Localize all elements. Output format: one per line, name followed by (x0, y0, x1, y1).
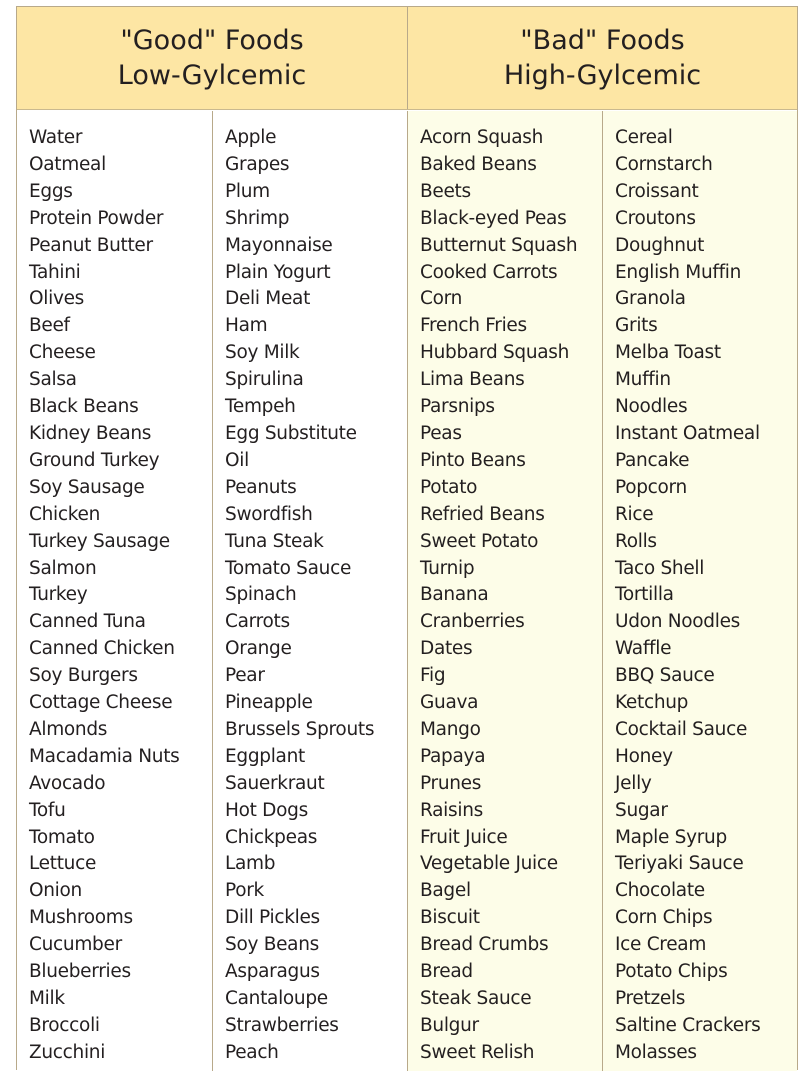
glycemic-food-table (16, 6, 798, 1070)
food-item: Instant Oatmeal (615, 422, 760, 444)
food-item: Udon Noodles (615, 611, 740, 633)
food-item: Turnip (420, 557, 475, 579)
food-item: Cantaloupe (225, 988, 328, 1009)
food-item: Dates (420, 638, 473, 660)
food-item: Peanut Butter (29, 234, 153, 256)
food-item: Black-eyed Peas (420, 207, 567, 229)
food-item: Hot Dogs (225, 799, 308, 821)
food-item: Ham (225, 315, 268, 337)
food-item: Maple Syrup (615, 826, 727, 848)
food-item: Brussels Sprouts (225, 718, 375, 740)
food-item: Apple (225, 127, 277, 148)
food-item: Ground Turkey (29, 449, 160, 471)
food-item: Almonds (29, 718, 108, 740)
food-item: Cranberries (420, 611, 525, 633)
food-item: Avocado (29, 772, 106, 794)
food-item: Tempeh (225, 396, 296, 418)
bad-foods-column-1 (407, 111, 602, 1071)
food-item: Pretzels (615, 988, 686, 1009)
food-item: Tahini (29, 261, 81, 283)
food-item: Mayonnaise (225, 234, 333, 256)
food-item: Pear (225, 665, 265, 687)
food-item: Molasses (615, 1041, 697, 1063)
food-item: Pinto Beans (420, 449, 526, 471)
food-item: Bulgur (420, 1014, 479, 1036)
food-item: Teriyaki Sauce (615, 853, 744, 875)
food-item: Parsnips (420, 396, 495, 418)
food-item: Sweet Potato (420, 530, 539, 552)
food-item: Tortilla (615, 584, 674, 606)
food-item: Lima Beans (420, 369, 525, 391)
food-item: Rolls (615, 530, 657, 552)
food-item: Carrots (225, 611, 290, 633)
food-item: Broccoli (29, 1014, 100, 1036)
food-item: Chocolate (615, 880, 705, 902)
food-item: Tuna Steak (225, 530, 324, 552)
food-item: Chicken (29, 503, 101, 525)
food-item: Egg Substitute (225, 422, 357, 444)
food-item: Black Beans (29, 396, 139, 418)
food-item: Strawberries (225, 1014, 339, 1036)
food-item: Oil (225, 449, 249, 471)
table-header-row (17, 7, 797, 110)
food-item: Cheese (29, 342, 96, 364)
food-item: Beef (29, 315, 70, 337)
food-item: Spinach (225, 584, 297, 606)
good-foods-title: "Good" Foods (120, 25, 304, 56)
food-item: Potato Chips (615, 961, 728, 983)
food-item: Raisins (420, 799, 483, 821)
food-item: Chickpeas (225, 826, 318, 848)
food-item: Tomato Sauce (225, 557, 352, 579)
food-item: Croutons (615, 207, 696, 229)
food-item: Protein Powder (29, 207, 164, 229)
food-item: Mango (420, 718, 481, 740)
food-item: Dill Pickles (225, 907, 320, 929)
food-item: Guava (420, 692, 479, 714)
food-item: Canned Chicken (29, 638, 175, 660)
food-item: Cereal (615, 127, 673, 148)
good-foods-header (17, 7, 407, 109)
food-item: Peach (225, 1041, 279, 1063)
food-item: Turkey (29, 584, 88, 606)
food-item: Eggs (29, 180, 73, 202)
food-item: Eggplant (225, 745, 305, 767)
food-item: Popcorn (615, 476, 687, 498)
food-item: Biscuit (420, 907, 480, 929)
food-item: Melba Toast (615, 342, 721, 364)
food-item: Asparagus (225, 961, 320, 983)
food-item: Turkey Sausage (29, 530, 170, 552)
food-item: Milk (29, 988, 65, 1009)
food-item: Macadamia Nuts (29, 745, 180, 767)
food-item: Mushrooms (29, 907, 133, 929)
food-item: Soy Milk (225, 342, 300, 364)
food-item: Doughnut (615, 234, 705, 256)
food-item: Peas (420, 422, 462, 444)
food-item: Corn Chips (615, 907, 713, 929)
food-item: Peanuts (225, 476, 297, 498)
food-item: Butternut Squash (420, 234, 578, 256)
food-item: Lettuce (29, 853, 97, 875)
food-item: Cottage Cheese (29, 692, 173, 714)
food-item: Soy Beans (225, 934, 319, 956)
food-item: Spirulina (225, 369, 304, 391)
food-item: Hubbard Squash (420, 342, 570, 364)
food-item: Granola (615, 288, 686, 310)
food-item: Plain Yogurt (225, 261, 331, 283)
food-item: Cucumber (29, 934, 122, 956)
food-item: Pork (225, 880, 264, 902)
food-item: Sweet Relish (420, 1041, 535, 1063)
bad-foods-column-2 (602, 111, 797, 1071)
food-item: Croissant (615, 180, 699, 202)
food-item: Pancake (615, 449, 690, 471)
food-item: Taco Shell (615, 557, 705, 579)
good-foods-column-2 (212, 111, 407, 1071)
food-item: Papaya (420, 745, 486, 767)
food-item: Acorn Squash (420, 127, 544, 148)
food-item: Beets (420, 180, 471, 202)
table-body-row (17, 111, 797, 1071)
food-item: Soy Sausage (29, 476, 145, 498)
food-item: Blueberries (29, 961, 131, 983)
food-item: Cornstarch (615, 153, 713, 175)
good-foods-subtitle: Low-Gylcemic (117, 60, 307, 91)
food-item: Jelly (615, 772, 652, 794)
food-item: Potato (420, 476, 478, 498)
food-item: Lamb (225, 853, 276, 875)
food-item: Refried Beans (420, 503, 545, 525)
food-item: Salmon (29, 557, 97, 579)
food-item: Noodles (615, 396, 688, 418)
food-item: Fig (420, 665, 446, 687)
food-item: Bread (420, 961, 473, 983)
food-item: Cocktail Sauce (615, 718, 748, 740)
food-item: Water (29, 127, 83, 148)
food-item: Plum (225, 180, 270, 202)
food-item: Ketchup (615, 692, 689, 714)
food-item: Kidney Beans (29, 422, 152, 444)
food-item: Muffin (615, 369, 671, 391)
food-item: Swordfish (225, 503, 313, 525)
bad-foods-header (407, 7, 797, 109)
food-item: Soy Burgers (29, 665, 138, 687)
good-foods-column-1 (17, 111, 212, 1071)
food-item: Tofu (29, 799, 66, 821)
food-item: Salsa (29, 369, 77, 391)
bad-foods-title: "Bad" Foods (520, 25, 685, 56)
food-item: Pineapple (225, 692, 313, 714)
food-item: Honey (615, 745, 673, 767)
food-item: Waffle (615, 638, 672, 660)
food-item: Oatmeal (29, 153, 106, 175)
food-item: Zucchini (29, 1041, 106, 1063)
food-item: Deli Meat (225, 288, 311, 310)
food-item: Prunes (420, 772, 482, 794)
food-item: Orange (225, 638, 292, 660)
food-item: Ice Cream (615, 934, 707, 956)
food-item: Tomato (29, 826, 95, 848)
food-item: French Fries (420, 315, 527, 337)
food-item: Olives (29, 288, 85, 310)
food-item: BBQ Sauce (615, 665, 715, 687)
food-item: Corn (420, 288, 463, 310)
food-item: English Muffin (615, 261, 742, 283)
food-item: Saltine Crackers (615, 1014, 761, 1036)
food-item: Cooked Carrots (420, 261, 558, 283)
food-item: Onion (29, 880, 82, 902)
food-item: Fruit Juice (420, 826, 508, 848)
bad-foods-subtitle: High-Gylcemic (503, 60, 702, 91)
food-item: Vegetable Juice (420, 853, 558, 875)
food-item: Sugar (615, 799, 668, 821)
food-item: Bagel (420, 880, 471, 902)
food-item: Sauerkraut (225, 772, 325, 794)
food-item: Bread Crumbs (420, 934, 549, 956)
food-item: Canned Tuna (29, 611, 146, 633)
food-item: Rice (615, 503, 654, 525)
food-item: Shrimp (225, 207, 290, 229)
food-item: Baked Beans (420, 153, 537, 175)
food-item: Grapes (225, 153, 290, 175)
food-item: Steak Sauce (420, 988, 532, 1009)
food-item: Banana (420, 584, 489, 606)
food-item: Grits (615, 315, 658, 337)
